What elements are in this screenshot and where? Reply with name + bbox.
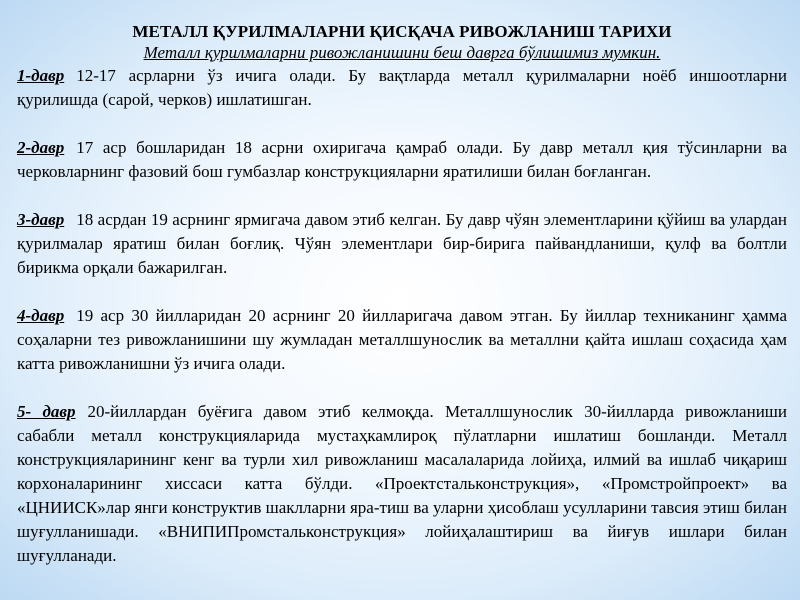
period-text: 12-17 асрларни ўз ичига олади. Бу вақтларда металл қурилмаларни ноёб иншоотларни қурилишда (сарой, черков) ишлатишган. (17, 66, 787, 109)
period-label: 4-давр (17, 306, 65, 325)
period-text: 20-йиллардан буёғига давом этиб келмоқда. Металлшунослик 30-йилларда ривожланиши сабабли металл конструкцияларида мустаҳкамлироқ пўлатларни ишлатиш бошланди. Металл конструкцияларининг кенг ва турли хил ривожланиш масалаларида лойиҳа, илмий ва ишлаб чиқариш корхоналарининг хиссаси катта бўлди. «Проектстальконструкция», «Промстройпроект» ва «ЦНИИСК»лар янги конструктив шаклларни яра-тиш ва уларни ҳисоблаш усулларини тавсия этиш билан шуғулланишади. «ВНИПИПромстальконструкция» лойиҳалаштириш ва йиғув ишлари билан шуғулланади. (17, 402, 787, 565)
period-1 (17, 64, 787, 112)
period-text: 19 аср 30 йилларидан 20 асрнинг 20 йилларигача давом этган. Бу йиллар техниканинг ҳамма соҳаларни тез ривожланишини шу жумладан металлшунослик ва металлни қайта ишлаш соҳасида ҳам катта ривожланишни ўз ичига олади. (17, 306, 787, 373)
period-2 (17, 136, 787, 184)
period-label: 3-давр (17, 210, 65, 229)
page-subtitle: Металл қурилмаларни ривожланишини беш даврга бўлишимиз мумкин. (143, 43, 661, 62)
period-label: 1-давр (17, 66, 65, 85)
period-4 (17, 304, 787, 376)
period-label: 2-давр (17, 138, 65, 157)
period-5 (17, 400, 787, 568)
period-3 (17, 208, 787, 280)
period-text: 17 аср бошларидан 18 асрни охиригача қамраб олади. Бу давр металл қия тўсинларни ва черковларнинг фазовий бош гумбазлар конструкцияларни яратилиши билан боғланган. (17, 138, 787, 181)
period-label: 5- давр (17, 402, 76, 421)
period-text: 18 асрдан 19 асрнинг ярмигача давом этиб келган. Бу давр чўян элементларини қўйиш ва улардан қурилмалар яратиш билан боғлиқ. Чўян элементлари бир-бирига пайвандланиши, қулф ва болтли бирикма орқали бажарилган. (17, 210, 787, 277)
page-title: МЕТАЛЛ ҚУРИЛМАЛАРНИ ҚИСҚАЧА РИВОЖЛАНИШ ТАРИХИ (132, 22, 672, 41)
